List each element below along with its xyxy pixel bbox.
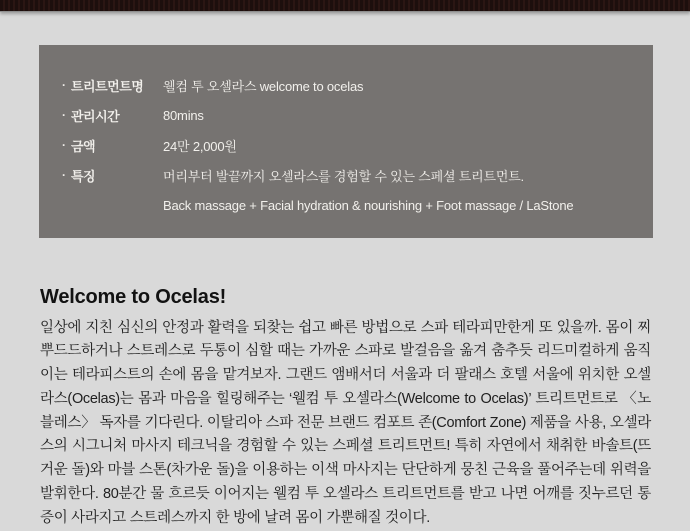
top-accent-bar: [0, 0, 690, 12]
info-label: 트리트먼트명: [71, 78, 144, 94]
treatment-info-box: [39, 45, 653, 238]
info-value: Back massage + Facial hydration & nourishing + Foot massage / LaStone: [163, 197, 574, 213]
bullet-icon: ·: [62, 78, 66, 92]
info-label: 관리시간: [71, 108, 120, 124]
info-value: 머리부터 발끝까지 오셀라스를 경험할 수 있는 스페셜 트리트먼트.: [163, 168, 524, 184]
article-title: Welcome to Ocelas!: [40, 286, 227, 309]
info-row-feature-detail: [62, 190, 635, 220]
info-value: 웰컴 투 오셀라스 welcome to ocelas: [163, 78, 364, 94]
info-row-treatment-name: [62, 70, 635, 100]
bullet-icon: ·: [62, 108, 66, 122]
bullet-icon: ·: [62, 168, 66, 182]
bullet-icon: ·: [62, 138, 66, 152]
info-label: 특징: [71, 168, 96, 184]
info-label: 금액: [71, 138, 96, 154]
info-value: 24만 2,000원: [163, 138, 237, 154]
info-value: 80mins: [163, 107, 204, 123]
info-row-feature: [62, 160, 635, 190]
info-row-price: [62, 130, 635, 160]
info-row-duration: [62, 100, 635, 130]
article-body: 일상에 지친 심신의 안정과 활력을 되찾는 쉽고 빠른 방법으로 스파 테라피만한게 또 있을까. 몸이 찌뿌드드하거나 스트레스로 두통이 심할 때는 가까운 스파로 발걸음을 옮겨 춤추듯 리드미컬하게 움직이는 테라피스트의 손에 몸을 맡겨보자. 그랜드 앰배서더 서울과 더 팔래스 호텔 서울에 위치한 오셀라스(Ocelas)는 몸과 마음을 힐링해주는 ‘웰컴 투 오셀라스(Welcome to Ocelas)’ 트리트먼트로 〈노블레스〉 독자를 기다린다. 이탈리아 스파 전문 브랜드 컴포트 존(Comfort Zone) 제품을 사용, 오셀라스의 시그니처 마사지 테크닉을 경험할 수 있는 스페셜 트리트먼트! 특히 자연에서 채취한 바솔트(뜨거운 돌)와 마블 스톤(차가운 돌)을 이용하는 이색 마사지는 단단하게 뭉친 근육을 풀어주는데 위력을 발휘한다. 80분간 물 흐르듯 이어지는 웰컴 투 오셀라스 트리트먼트를 받고 나면 어깨를 짓누르던 통증이 사라지고 스트레스까지 한 방에 날려 몸이 가뿐해질 것이다.: [40, 319, 651, 526]
